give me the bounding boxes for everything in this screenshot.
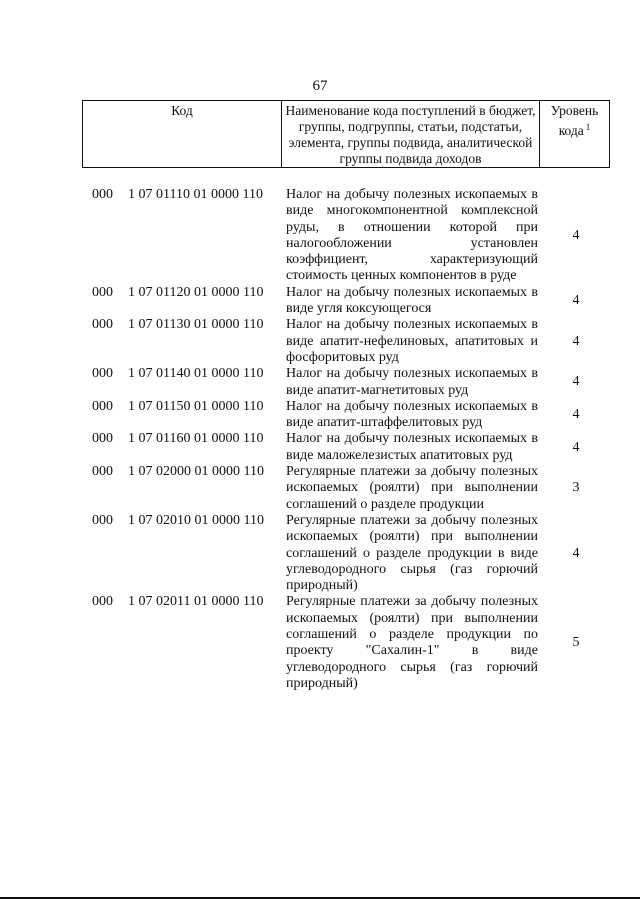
revenue-code-table [0, 187, 640, 692]
table-row [0, 187, 640, 285]
header-level-label: Уровень кода [550, 103, 599, 138]
code-level: 5 [572, 635, 580, 651]
code-level: 4 [572, 407, 580, 422]
admin-code: 000 [92, 366, 113, 382]
revenue-code: 1 07 01160 01 0000 110 [128, 431, 264, 447]
code-level: 4 [572, 333, 580, 349]
revenue-code: 1 07 01130 01 0000 110 [128, 317, 264, 333]
admin-code: 000 [92, 317, 113, 333]
revenue-code: 1 07 02000 01 0000 110 [128, 464, 264, 480]
revenue-name: Регулярные платежи за добычу полезных ископаемых (роялти) при выполнении соглашений о разделе продукции по проекту "Сахалин-1" в виде углеводородного сырья (газ горючий природный) [286, 594, 538, 691]
admin-code: 000 [92, 187, 113, 202]
admin-code: 000 [92, 284, 113, 300]
header-level-column [540, 101, 609, 167]
revenue-name: Налог на добычу полезных ископаемых в виде маложелезистых апатитовых руд [286, 431, 538, 463]
revenue-name: Регулярные платежи за добычу полезных ископаемых (роялти) при выполнении соглашений о разделе продукции в виде углеводородного сырья (газ горючий природный) [286, 512, 538, 594]
admin-code: 000 [92, 398, 113, 414]
revenue-name: Налог на добычу полезных ископаемых в виде апатит-нефелиновых, апатитовых и фосфоритовых руд [286, 317, 538, 365]
revenue-name: Налог на добычу полезных ископаемых в виде многокомпонентной комплексной руды, в отношении которой при налогообложении установлен коэффициент, характеризующий стоимость ценных компонентов в руде [286, 187, 538, 284]
revenue-name: Налог на добычу полезных ископаемых в виде апатит-штаффелитовых руд [286, 398, 538, 431]
code-level: 4 [572, 439, 580, 455]
code-level: 4 [572, 374, 580, 390]
code-level: 3 [572, 480, 580, 496]
admin-code: 000 [92, 464, 113, 480]
table-row [0, 594, 640, 692]
admin-code: 000 [92, 594, 113, 610]
revenue-code: 1 07 01150 01 0000 110 [128, 398, 264, 414]
revenue-code: 1 07 01120 01 0000 110 [128, 284, 264, 300]
table-row [0, 399, 640, 432]
revenue-name: Налог на добычу полезных ископаемых в виде угля коксующегося [286, 284, 538, 317]
admin-code: 000 [92, 512, 113, 528]
revenue-code: 1 07 02010 01 0000 110 [128, 512, 264, 528]
admin-code: 000 [92, 431, 113, 447]
table-row [0, 285, 640, 318]
header-code-column: Код [83, 101, 282, 167]
revenue-name: Регулярные платежи за добычу полезных ископаемых (роялти) при выполнении соглашений о разделе продукции [286, 464, 538, 512]
table-row [0, 513, 640, 594]
code-level: 4 [572, 292, 580, 308]
table-row [0, 366, 640, 399]
footnote-marker: 1 [585, 122, 591, 132]
revenue-code: 1 07 01140 01 0000 110 [128, 366, 264, 382]
table-row [0, 431, 640, 464]
table-row [0, 464, 640, 513]
revenue-name: Налог на добычу полезных ископаемых в виде апатит-магнетитовых руд [286, 366, 538, 398]
revenue-code: 1 07 01110 01 0000 110 [128, 187, 263, 202]
table-header [82, 100, 610, 168]
revenue-code: 1 07 02011 01 0000 110 [128, 594, 264, 610]
table-row [0, 317, 640, 366]
page-number: 67 [312, 78, 328, 94]
header-name-column: Наименование кода поступлений в бюджет, группы, подгруппы, статьи, подстатьи, элемента, группы подвида, аналитической группы подвида доходов [282, 101, 540, 167]
code-level: 4 [572, 545, 580, 561]
code-level: 4 [572, 227, 580, 243]
